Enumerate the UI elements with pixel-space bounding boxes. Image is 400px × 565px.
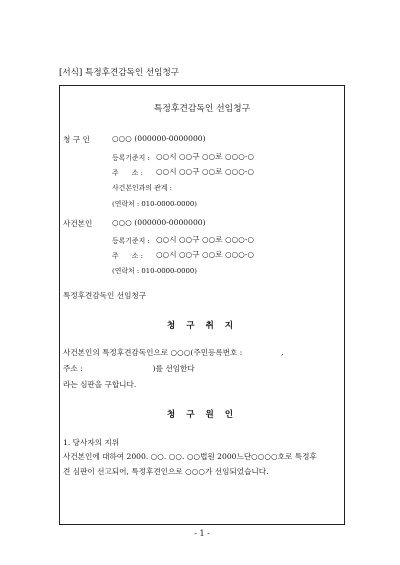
petitioner-addr-label: 주 소 : — [112, 169, 143, 177]
cause-item-1: 1. 당사자의 지위 — [63, 438, 120, 447]
petitioner-reg-label: 등록기준지 : — [112, 154, 150, 162]
form-caption: [서식] 특정후견감독인 선임청구 — [59, 68, 180, 78]
principal-addr-label: 주 소 : — [112, 252, 143, 260]
principal-contact: (연락처 : 010-0000-0000) — [112, 267, 197, 275]
principal-label: 사건본인 — [63, 219, 93, 228]
petitioner-label: 청 구 인 — [63, 135, 90, 144]
principal-addr-value: ○○시 ○○구 ○○로 ○○○-○ — [156, 250, 255, 259]
cause-heading: 청 구 원 인 — [166, 410, 238, 420]
cause-line-2: 견 심판이 선고되어, 특정후견인으로 ○○○가 선임되었습니다. — [63, 467, 269, 476]
page-number: - 1 - — [194, 529, 210, 538]
petitioner-relation: 사건본인과의 관계 : — [112, 184, 172, 192]
petitioner-reg-value: ○○시 ○○구 ○○로 ○○○-○ — [156, 152, 255, 161]
petitioner-contact: (연락처 : 010-0000-0000) — [112, 200, 197, 208]
petitioner-name: ○○○ (000000-0000000) — [112, 134, 206, 143]
purpose-line-3: 라는 심판을 구합니다. — [63, 380, 137, 389]
document-title: 특정후견감독인 선임청구 — [153, 104, 251, 114]
principal-name: ○○○ (000000-0000000) — [112, 218, 206, 227]
purpose-line-1: 사건본인의 특정후견감독인으로 ○○○(주민등록번호 : , — [63, 348, 284, 357]
petitioner-addr-value: ○○시 ○○구 ○○로 ○○○-○ — [156, 167, 255, 176]
cause-line-1: 사건본인에 대하여 2000. ○○. ○○. ○○법원 2000느단○○○○호로 특정후 — [63, 452, 317, 461]
principal-reg-value: ○○시 ○○구 ○○로 ○○○-○ — [156, 235, 255, 244]
claim-title: 특정후견감독인 선임청구 — [63, 291, 147, 300]
purpose-heading: 청 구 취 지 — [166, 321, 238, 331]
principal-reg-label: 등록기준지 : — [112, 237, 150, 245]
purpose-line-2: 주소 : )를 선임한다 — [63, 364, 195, 373]
